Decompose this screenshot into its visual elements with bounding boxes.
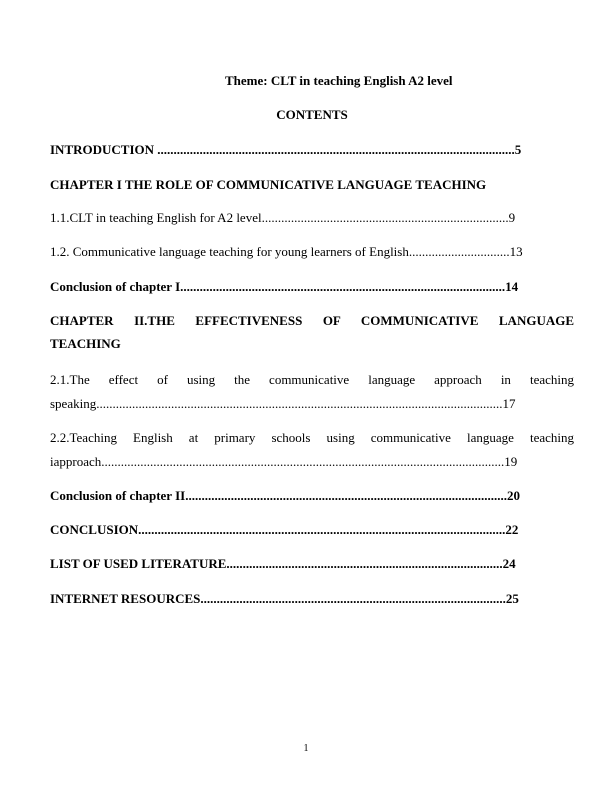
toc-conclusion-chapter-2: Conclusion of chapter II...................................................................................................20: [50, 488, 520, 503]
toc-item-2-2-line-2: iapproach............................................................................................................................19: [50, 454, 518, 469]
toc-chapter-2-title-line-1: CHAPTER II.THE EFFECTIVENESS OF COMMUNICATIVE LANGUAGE: [50, 313, 574, 328]
page-number: 1: [303, 743, 309, 754]
toc-item-1-1: 1.1.CLT in teaching English for A2 level............................................................................9: [50, 210, 516, 225]
toc-internet-resources: INTERNET RESOURCES..............................................................................................25: [50, 591, 519, 606]
toc-chapter-2-title-line-2: TEACHING: [50, 336, 121, 351]
toc-item-2-1-line-2: speaking.............................................................................................................................17: [50, 396, 516, 411]
toc-item-1-2: 1.2. Communicative language teaching for young learners of English...............................13: [50, 244, 523, 259]
theme-title: Theme: CLT in teaching English A2 level: [225, 73, 453, 88]
toc-item-2-2-line-1: 2.2.Teaching English at primary schools using communicative language teaching: [50, 430, 574, 445]
toc-conclusion: CONCLUSION.................................................................................................................22: [50, 522, 519, 537]
toc-item-2-1-line-1: 2.1.The effect of using the communicative language approach in teaching: [50, 372, 574, 387]
contents-heading: CONTENTS: [276, 107, 348, 122]
toc-introduction: INTRODUCTION ..............................................................................................................5: [50, 142, 522, 157]
toc-used-literature: LIST OF USED LITERATURE.....................................................................................24: [50, 556, 516, 571]
toc-conclusion-chapter-1: Conclusion of chapter I....................................................................................................14: [50, 279, 519, 294]
toc-chapter-1-title: CHAPTER I THE ROLE OF COMMUNICATIVE LANGUAGE TEACHING: [50, 177, 487, 192]
